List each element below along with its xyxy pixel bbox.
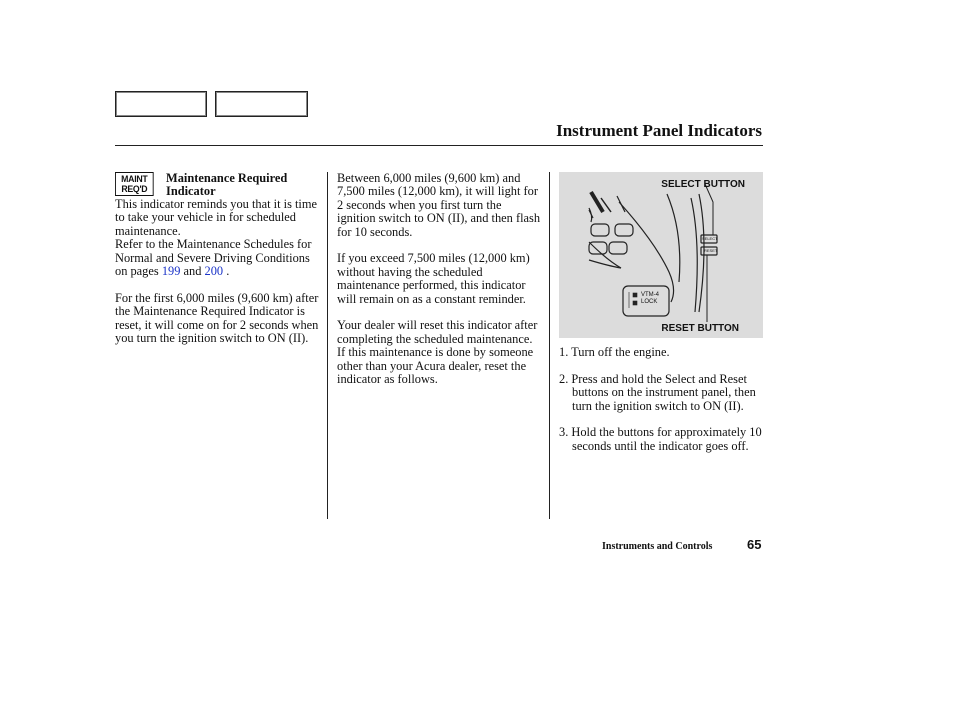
list-item: 2. Press and hold the Select and Reset buttons on the instrument panel, then turn the ignition switch to ON (II). xyxy=(559,371,756,413)
text: Refer to the Maintenance Schedules for Normal and Severe Driving Conditions on pages xyxy=(115,237,312,279)
list-item: 3. Hold the buttons for approximately 10 seconds until the indicator goes off. xyxy=(559,425,762,453)
page-title: Instrument Panel Indicators xyxy=(556,121,762,140)
page-number: 65 xyxy=(747,537,762,552)
maint-reqd-icon xyxy=(115,172,154,196)
page-link-199[interactable]: 199 xyxy=(161,264,181,279)
footer-section-name: Instruments and Controls xyxy=(602,541,713,552)
section-heading: Maintenance Required Indicator xyxy=(166,171,288,198)
vtm4-lock-label xyxy=(641,292,659,306)
column-3 xyxy=(559,172,764,453)
paragraph: Your dealer will reset this indicator after completing the scheduled maintenance. If this maintenance is done by someone other than your Acura dealer, reset the indicator as follows. xyxy=(337,318,538,387)
nav-next-button[interactable] xyxy=(215,91,308,117)
title-divider xyxy=(115,145,763,146)
text: and xyxy=(180,264,205,279)
reset-steps-list xyxy=(559,346,764,453)
paragraph: Between 6,000 miles (9,600 km) and 7,500 miles (12,000 km), it will light for 2 seconds when you first turn the ignition switch to ON (II), and then flash for 10 seconds. xyxy=(337,171,541,239)
column-2 xyxy=(337,172,542,386)
reset-button-label: RESET BUTTON xyxy=(661,323,739,334)
column-divider xyxy=(549,172,550,519)
reset-button-text: RESET xyxy=(704,248,718,253)
column-1 xyxy=(115,172,320,345)
vtm-line-2: LOCK xyxy=(641,299,658,305)
icon-line-1: MAINT xyxy=(121,174,148,185)
text: . xyxy=(223,264,230,279)
icon-line-2: REQ'D xyxy=(121,184,148,195)
instrument-panel-illustration xyxy=(559,172,763,338)
select-button-text: SELECT xyxy=(702,236,718,241)
paragraph: For the first 6,000 miles (9,600 km) after the Maintenance Required Indicator is reset, it will come on for 2 seconds when you turn the ignition switch to ON (II). xyxy=(115,290,319,346)
instrument-panel-drawing xyxy=(559,172,763,338)
paragraph xyxy=(115,238,320,278)
select-button-label: SELECT BUTTON xyxy=(661,179,745,190)
paragraph: This indicator reminds you that it is time to take your vehicle in for scheduled maintenance. xyxy=(115,197,318,238)
page-link-200[interactable]: 200 xyxy=(204,264,224,279)
list-item: 1. Turn off the engine. xyxy=(559,345,670,359)
vtm-line-1: VTM-4 xyxy=(641,292,659,298)
column-divider xyxy=(327,172,328,519)
nav-prev-button[interactable] xyxy=(115,91,207,117)
paragraph: If you exceed 7,500 miles (12,000 km) without having the scheduled maintenance performed, this indicator will remain on as a constant reminder. xyxy=(337,251,530,306)
